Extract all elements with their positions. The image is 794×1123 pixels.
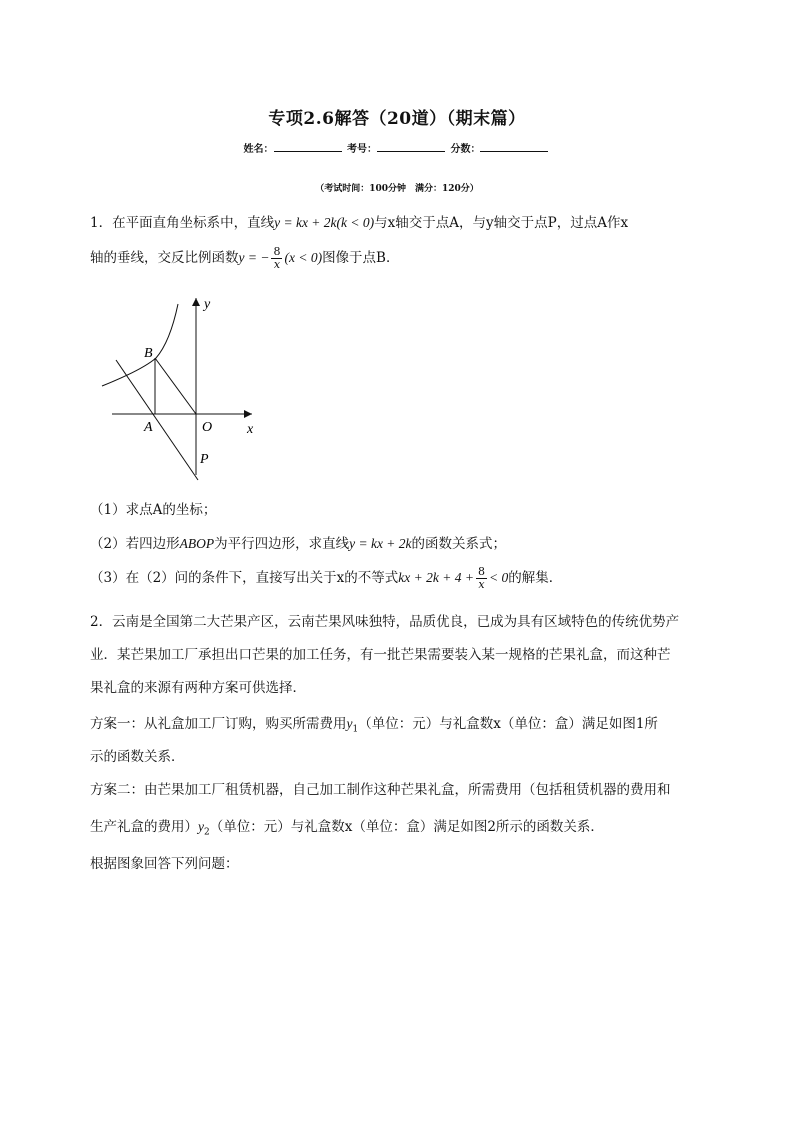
- exam-no-blank: [377, 141, 445, 152]
- q1-sub2-text: （2）若四边形: [90, 536, 180, 552]
- label-o: O: [202, 420, 213, 435]
- plan1-text: （单位：元）与礼盒数x（单位：盒）满足如图1所: [358, 716, 658, 732]
- q1-sub-3: [90, 566, 562, 591]
- q1-sub2-equation: y = kx + 2k: [349, 536, 412, 551]
- q2-plan-2: 方案二：由芒果加工厂租赁机器，自己加工制作这种芒果礼盒，所需费用（包括租赁机器的费用和: [90, 782, 671, 798]
- q2-line-2: 业．某芒果加工厂承担出口芒果的加工任务，有一批芒果需要装入某一规格的芒果礼盒，而这种芒: [90, 647, 671, 663]
- plan1-text: 方案一：从礼盒加工厂订购，购买所需费用: [90, 716, 347, 732]
- q1-line-2: [90, 246, 399, 271]
- q2-line-1: 2．云南是全国第二大芒果产区，云南芒果风味独特，品质优良，已成为具有区域特色的传统优势产: [90, 614, 680, 630]
- q1-sub2-text: 为平行四边形，求直线: [214, 536, 350, 552]
- q2-line-3: 果礼盒的来源有两种方案可供选择．: [90, 680, 306, 696]
- student-info-line: [0, 140, 794, 155]
- segment-bo: [155, 358, 196, 414]
- exam-no-label: 考号：: [347, 144, 377, 155]
- q1-function-left: y = −: [238, 250, 270, 265]
- label-a: A: [144, 420, 153, 435]
- score-label: 分数：: [450, 144, 481, 155]
- q1-text: 轴的垂线，交反比例函数: [90, 250, 239, 266]
- plan2-text: 生产礼盒的费用）: [90, 819, 198, 835]
- q1-sub2-text: 的函数关系式；: [411, 536, 507, 552]
- q1-function-domain: (x < 0): [284, 250, 323, 265]
- q1-sub-1: （1）求点A的坐标；: [90, 502, 217, 518]
- label-y: y: [204, 297, 211, 312]
- label-x: x: [247, 422, 254, 437]
- fraction-denominator: x: [273, 258, 281, 271]
- name-label: 姓名：: [243, 144, 274, 155]
- q1-figure: [92, 290, 272, 490]
- inequality-right: < 0: [488, 570, 509, 585]
- q1-sub3-text: 的解集．: [508, 570, 563, 586]
- fraction-denominator: x: [478, 578, 485, 591]
- y-axis-arrow-icon: [192, 298, 200, 306]
- score-blank: [480, 141, 548, 152]
- label-p: P: [200, 452, 209, 467]
- q1-text: 与x轴交于点A，与y轴交于点P，过点A作x: [374, 215, 629, 231]
- q1-fraction: [271, 246, 282, 271]
- plan1-variable: y: [346, 716, 353, 731]
- x-axis-arrow-icon: [244, 410, 252, 418]
- q1-line-equation: y = kx + 2k(k < 0): [274, 215, 375, 230]
- label-b: B: [144, 346, 153, 361]
- q1-text: 图像于点B．: [322, 250, 400, 266]
- q2-plan-1: [90, 712, 658, 735]
- plan2-variable: y: [198, 819, 204, 834]
- page-title: 专项2.6解答（20道）（期末篇）: [268, 109, 526, 129]
- q1-text: 1．在平面直角坐标系中，直线: [90, 215, 275, 231]
- q1-line-1: [90, 211, 628, 231]
- plan2-text: （单位：元）与礼盒数x（单位：盒）满足如图2所示的函数关系．: [209, 819, 604, 835]
- q1-sub3-fraction: [476, 566, 487, 591]
- q1-sub-2: [90, 532, 506, 552]
- q1-sub3-text: （3）在（2）问的条件下，直接写出关于x的不等式: [90, 570, 399, 586]
- q2-closing: 根据图象回答下列问题：: [90, 856, 239, 872]
- inequality-left: kx + 2k + 4 +: [398, 570, 474, 585]
- name-blank: [274, 141, 342, 152]
- q2-plan-2-line-2: [90, 815, 604, 838]
- fraction-numerator: 8: [477, 565, 485, 578]
- line-ap: [116, 360, 198, 480]
- q2-plan-1-line-2: 示的函数关系．: [90, 749, 185, 765]
- exam-info: （考试时间：100分钟 满分：120分）: [315, 184, 479, 194]
- quadrilateral-name: ABOP: [179, 536, 215, 551]
- plan1-subscript: 1: [352, 724, 359, 735]
- fraction-numerator: 8: [273, 245, 281, 258]
- plan2-subscript: 2: [204, 827, 210, 838]
